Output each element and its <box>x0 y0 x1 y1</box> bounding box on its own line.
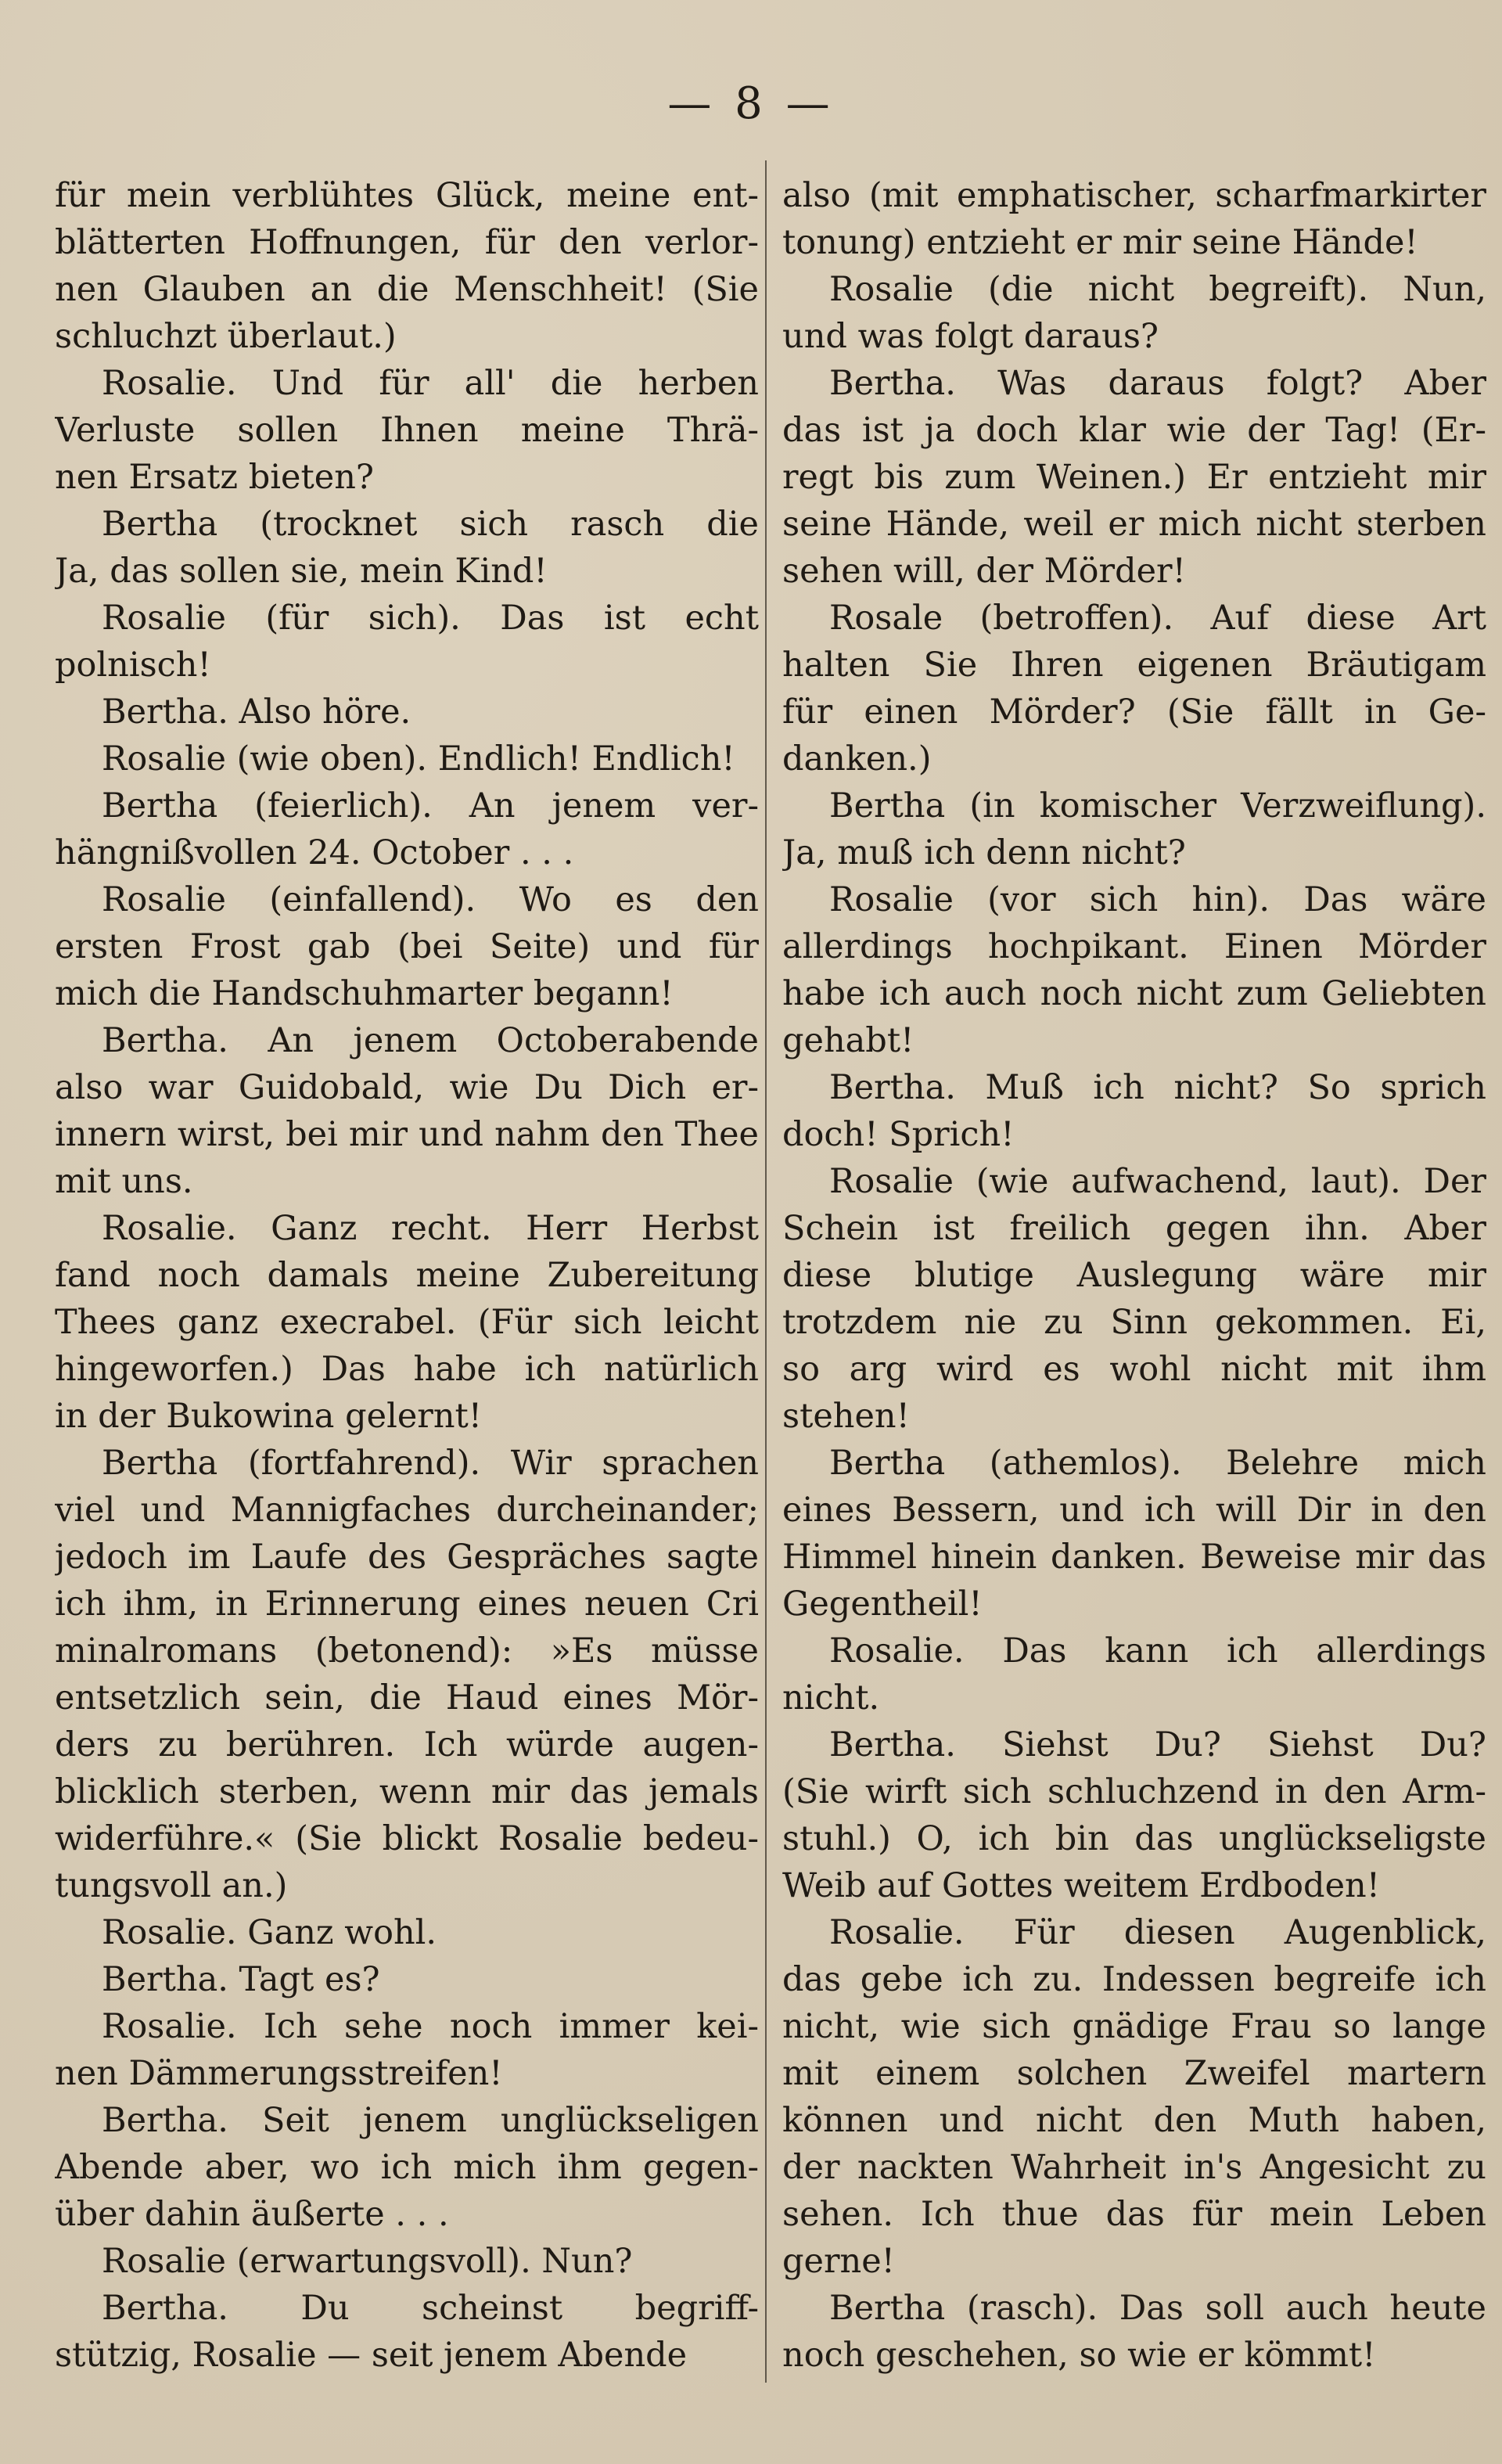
text-line: Rosalie. Ganz wohl. <box>102 1913 437 1952</box>
text-line: nen Dämmerungsstreifen! <box>55 2054 503 2093</box>
text-line: Himmel hinein danken. Beweise mir das <box>782 1538 1486 1577</box>
text-line: Rosalie. Das kann ich allerdings <box>829 1631 1486 1671</box>
text-line: ich ihm, in Erinnerung eines neuen Cri <box>55 1585 759 1624</box>
text-line: jedoch im Laufe des Gespräches sagte <box>55 1538 759 1577</box>
text-line: Bertha (rasch). Das soll auch heute <box>829 2289 1486 2328</box>
text-line: Rosalie. Ganz recht. Herr Herbst <box>102 1209 759 1248</box>
text-line: blicklich sterben, wenn mir das jemals <box>55 1772 759 1811</box>
text-line: Rosalie. Ich sehe noch immer kei- <box>102 2007 759 2046</box>
text-line: Rosalie (für sich). Das ist echt <box>102 599 759 638</box>
text-line: sehen will, der Mörder! <box>782 552 1186 591</box>
text-line: Bertha. Du scheinst begriff- <box>102 2289 759 2328</box>
text-line: seine Hände, weil er mich nicht sterben <box>782 505 1486 544</box>
text-line: regt bis zum Weinen.) Er entzieht mir <box>782 458 1486 497</box>
text-line: also war Guidobald, wie Du Dich er- <box>55 1068 759 1107</box>
text-line: Rosalie (erwartungsvoll). Nun? <box>102 2242 633 2281</box>
text-line: für einen Mörder? (Sie fällt in Ge- <box>782 692 1486 732</box>
text-line: Rosale (betroffen). Auf diese Art <box>829 599 1486 638</box>
text-line: mit uns. <box>55 1162 193 1201</box>
text-line: ders zu berühren. Ich würde augen- <box>55 1725 759 1764</box>
text-line: Weib auf Gottes weitem Erdboden! <box>782 1866 1380 1905</box>
text-line: nen Glauben an die Menschheit! (Sie <box>55 270 759 309</box>
text-line: Bertha (trocknet sich rasch die <box>102 505 759 544</box>
text-line: tungsvoll an.) <box>55 1866 288 1905</box>
text-line: können und nicht den Muth haben, <box>782 2101 1486 2140</box>
text-line: blätterten Hoffnungen, für den verlor- <box>55 223 759 262</box>
text-line: schluchzt überlaut.) <box>55 317 397 356</box>
text-line: ersten Frost gab (bei Seite) und für <box>55 927 759 966</box>
text-line: minalromans (betonend): »Es müsse <box>55 1631 759 1671</box>
text-line: Rosalie (die nicht begreift). Nun, <box>829 270 1486 309</box>
text-line: eines Bessern, und ich will Dir in den <box>782 1491 1486 1530</box>
text-line: Gegentheil! <box>782 1585 983 1624</box>
text-line: stützig, Rosalie — seit jenem Abende <box>55 2336 688 2375</box>
text-line: Verluste sollen Ihnen meine Thrä- <box>55 411 759 450</box>
page-number: — 8 — <box>667 78 835 129</box>
text-line: hingeworfen.) Das habe ich natürlich <box>55 1350 759 1389</box>
text-line: und was folgt daraus? <box>782 317 1159 356</box>
text-line: nen Ersatz bieten? <box>55 458 374 497</box>
text-line: mit einem solchen Zweifel martern <box>782 2054 1486 2093</box>
text-line: Ja, das sollen sie, mein Kind! <box>55 552 548 591</box>
text-line: Rosalie (wie oben). Endlich! Endlich! <box>102 739 735 779</box>
text-line: habe ich auch noch nicht zum Geliebten <box>782 974 1486 1013</box>
text-line: viel und Mannigfaches durcheinander; <box>55 1491 759 1530</box>
text-line: Rosalie (vor sich hin). Das wäre <box>829 880 1486 919</box>
text-line: widerführe.« (Sie blickt Rosalie bedeu- <box>55 1819 759 1858</box>
text-line: Bertha. Also höre. <box>102 692 411 732</box>
text-line: tonung) entzieht er mir seine Hände! <box>782 223 1418 262</box>
column-divider <box>765 160 767 2383</box>
text-line: Bertha. Muß ich nicht? So sprich <box>829 1068 1486 1107</box>
text-line: Bertha. Seit jenem unglückseligen <box>102 2101 759 2140</box>
text-line: danken.) <box>782 739 932 779</box>
text-line: mich die Handschuhmarter begann! <box>55 974 674 1013</box>
text-line: trotzdem nie zu Sinn gekommen. Ei, <box>782 1303 1486 1342</box>
text-line: diese blutige Auslegung wäre mir <box>782 1256 1486 1295</box>
text-line: Bertha (fortfahrend). Wir sprachen <box>102 1444 759 1483</box>
text-line: (Sie wirft sich schluchzend in den Arm- <box>782 1772 1486 1811</box>
text-line: stehen! <box>782 1397 910 1436</box>
text-line: so arg wird es wohl nicht mit ihm <box>782 1350 1486 1389</box>
left-column <box>55 172 759 2379</box>
text-line: Rosalie. Und für all' die herben <box>102 364 759 403</box>
text-line: das gebe ich zu. Indessen begreife ich <box>782 1960 1486 1999</box>
text-line: das ist ja doch klar wie der Tag! (Er- <box>782 411 1486 450</box>
text-line: Thees ganz execrabel. (Für sich leicht <box>55 1303 759 1342</box>
text-line: sehen. Ich thue das für mein Leben <box>782 2195 1486 2234</box>
text-line: Ja, muß ich denn nicht? <box>782 833 1186 872</box>
text-line: doch! Sprich! <box>782 1115 1015 1154</box>
text-line: hängnißvollen 24. October . . . <box>55 833 574 872</box>
text-line: Bertha. Tagt es? <box>102 1960 380 1999</box>
text-line: gehabt! <box>782 1021 914 1060</box>
text-line: polnisch! <box>55 646 211 685</box>
text-line: Bertha. Siehst Du? Siehst Du? <box>829 1725 1486 1764</box>
text-line: fand noch damals meine Zubereitung <box>55 1256 759 1295</box>
text-line: also (mit emphatischer, scharfmarkirter <box>782 176 1486 215</box>
text-line: Bertha (in komischer Verzweiflung). <box>829 786 1486 826</box>
text-line: über dahin äußerte . . . <box>55 2195 449 2234</box>
text-line: nicht, wie sich gnädige Frau so lange <box>782 2007 1486 2046</box>
text-line: Abende aber, wo ich mich ihm gegen- <box>55 2148 759 2187</box>
text-line: stuhl.) O, ich bin das unglückseligste <box>782 1819 1486 1858</box>
text-line: Rosalie. Für diesen Augenblick, <box>829 1913 1486 1952</box>
text-line: in der Bukowina gelernt! <box>55 1397 483 1436</box>
text-line: gerne! <box>782 2242 895 2281</box>
text-line: Rosalie (wie aufwachend, laut). Der <box>829 1162 1486 1201</box>
text-line: entsetzlich sein, die Haud eines Mör- <box>55 1678 759 1718</box>
text-line: Schein ist freilich gegen ihn. Aber <box>782 1209 1486 1248</box>
text-line: Rosalie (einfallend). Wo es den <box>102 880 759 919</box>
text-line: allerdings hochpikant. Einen Mörder <box>782 927 1486 966</box>
right-column <box>782 172 1486 2379</box>
text-line: Bertha. Was daraus folgt? Aber <box>829 364 1486 403</box>
text-line: nicht. <box>782 1678 880 1718</box>
text-line: noch geschehen, so wie er kömmt! <box>782 2336 1376 2375</box>
text-line: halten Sie Ihren eigenen Bräutigam <box>782 646 1486 685</box>
text-line: für mein verblühtes Glück, meine ent- <box>55 176 759 215</box>
text-line: Bertha. An jenem Octoberabende <box>102 1021 759 1060</box>
text-line: innern wirst, bei mir und nahm den Thee <box>55 1115 759 1154</box>
text-line: Bertha (feierlich). An jenem ver- <box>102 786 759 826</box>
text-line: der nackten Wahrheit in's Angesicht zu <box>782 2148 1486 2187</box>
text-line: Bertha (athemlos). Belehre mich <box>829 1444 1486 1483</box>
